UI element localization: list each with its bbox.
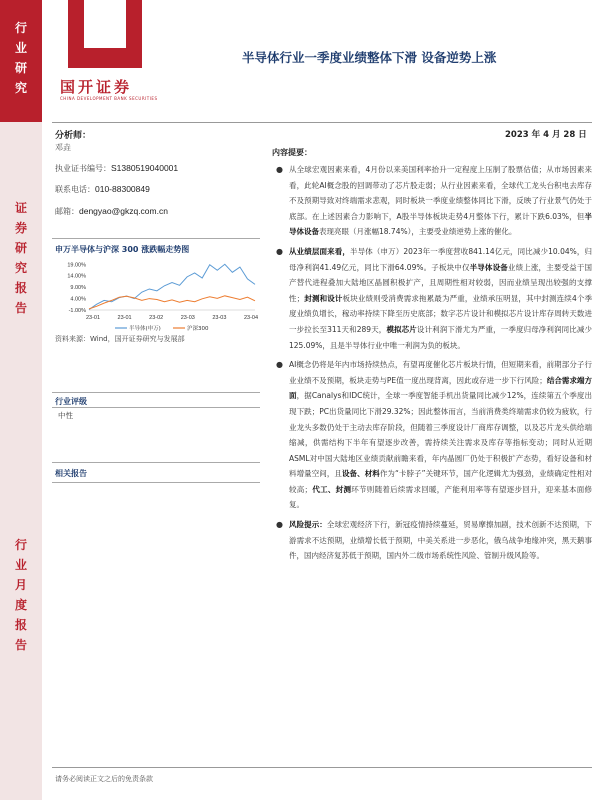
- sidebar-label-report: [0, 198, 42, 318]
- sidebar-char: 度: [14, 598, 27, 612]
- analyst-phone: [55, 184, 150, 195]
- series-line-1: [89, 296, 255, 309]
- chart-source: 资料来源：Wind，国开证券研究与发展部: [55, 335, 185, 343]
- sidebar-char: 报: [14, 281, 27, 295]
- bullet-icon: ●: [276, 360, 283, 370]
- x-tick-label: 23-01: [117, 315, 132, 321]
- x-tick-label: 23-03: [212, 315, 227, 321]
- cert-value: S1380519040001: [111, 163, 179, 173]
- chart-heading: 申万半导体与沪深 300 涨跌幅走势图: [55, 245, 190, 254]
- sidebar-char: 证: [14, 201, 27, 215]
- footer-divider: [52, 767, 592, 768]
- header-divider: [52, 122, 592, 123]
- report-date: 2023 年 4 月 28 日: [505, 130, 587, 140]
- sidebar-label-research: [0, 18, 42, 98]
- y-tick-label: 9.00%: [70, 285, 86, 292]
- summary-paragraph: [272, 162, 592, 240]
- sidebar-char: 报: [14, 618, 27, 632]
- line-chart: [55, 258, 260, 333]
- phone-value: 010-88300849: [95, 184, 150, 194]
- emphasis-text: 结合需求端方面: [289, 375, 593, 401]
- sidebar-char: 行: [14, 538, 27, 552]
- sidebar-label-monthly: [0, 535, 42, 655]
- body-text: 环节则随着后续需求回暖，产能利用率等有望逐步回升，迎来基本面修复。: [289, 484, 593, 510]
- sidebar-char: 告: [14, 638, 27, 652]
- analyst-name: 邓垚: [55, 143, 71, 152]
- sidebar-char: 行: [14, 21, 27, 35]
- sidebar-char: 券: [14, 221, 27, 235]
- x-tick-label: 23-04: [243, 315, 259, 321]
- related-heading: 相关报告: [55, 469, 87, 478]
- summary-body: [272, 162, 592, 568]
- bullet-icon: ●: [276, 165, 283, 174]
- summary-heading: 内容提要：: [272, 148, 312, 157]
- sidebar-char: 研: [14, 241, 27, 255]
- y-tick-label: 14.00%: [67, 273, 86, 280]
- analyst-cert: [55, 163, 178, 174]
- x-tick-label: 23-01: [85, 315, 101, 321]
- cert-label: 执业证书编号：: [55, 164, 111, 173]
- phone-label: 联系电话：: [55, 185, 95, 194]
- sidebar-char: 究: [14, 81, 27, 95]
- body-text: 板块业绩则受消费需求拖累最为严重，业绩承压明显，其中封测连续4个季度业绩负增长，稼动率持续下降至历史底部；数字芯片设计和模拟芯片设计库存周转天数进一步拉长至311天和289天，: [289, 293, 593, 334]
- emphasis-text: 封测和设计: [304, 293, 343, 303]
- analyst-heading: 分析师：: [55, 131, 92, 141]
- logo-subtitle: CHINA DEVELOPMENT BANK SECURITIES: [60, 96, 158, 101]
- bullet-icon: ●: [276, 246, 283, 256]
- body-text: 半导体（申万）2023年一季度营收841.14亿元，同比减少10.04%，归母净利润41.49亿元，同比下滑64.09%。子板块中仅: [289, 246, 592, 272]
- analyst-email: [55, 206, 168, 217]
- x-tick-label: 23-02: [149, 315, 164, 321]
- body-text: 作为“卡脖子”关键环节，国产化逻辑尤为强劲，业绩确定性相对较高；: [289, 469, 593, 494]
- related-top-rule: [52, 462, 260, 463]
- related-rule: [52, 482, 260, 483]
- rating-rule: [52, 407, 260, 408]
- sidebar-char: 业: [14, 41, 27, 55]
- email-value[interactable]: dengyao@gkzq.com.cn: [79, 206, 168, 216]
- sidebar-char: 究: [14, 261, 27, 275]
- series-line-0: [89, 264, 255, 309]
- document-title: 半导体行业一季度业绩整体下滑 设备逆势上涨: [242, 50, 497, 65]
- body-text: ，据Canalys和IDC统计，全球一季度智能手机出货量同比减少12%，连续第五个季度出现下跌；PC出货量同比下滑29.32%；因此整体而言，当前消费类终端需求仍较为疲软，行业龙头多数仍处于主动去库存阶段，但随着三季度设计厂商库存调整，以及芯片龙头供给端缩减，供需结构下半年有望逐步改善，需持续关注需求及库存等指标变动；同时从近期ASML对中国大陆地区业绩贡献前瞻来看，年内晶圆厂仍处于积极扩产态势，看好设备和材料增量空间，且: [289, 391, 592, 479]
- legend-label: 沪深300: [187, 326, 209, 332]
- bullet-icon: ●: [276, 520, 283, 530]
- sidebar-char: 月: [14, 578, 27, 592]
- logo-name: 国开证券: [60, 78, 133, 96]
- y-tick-label: -1.00%: [68, 308, 86, 314]
- body-text: AI概念仍将是年内市场持续热点，有望再度催化芯片板块行情，但短期来看，前期部分子行业业绩不及预期，板块走势与PE值一度出现背离，因此或存进一步下行风险；: [289, 360, 592, 385]
- rating-heading: 行业评级: [55, 397, 87, 406]
- rating-value: 中性: [58, 411, 73, 420]
- emphasis-text: 半导体设备: [469, 262, 508, 272]
- sidebar-char: 业: [14, 558, 27, 572]
- emphasis-text: 设备、材料: [341, 469, 380, 479]
- emphasis-text: 半导体设备: [289, 211, 592, 237]
- rating-top-rule: [52, 392, 260, 393]
- emphasis-text: 代工、封测: [312, 484, 352, 494]
- body-text: 业绩上涨，主要受益于国产替代进程叠加大陆地区晶圆积极扩产，且周期性相对较弱，因而业绩呈现出较强的支撑性；: [289, 262, 593, 303]
- summary-paragraph: [272, 357, 592, 513]
- y-tick-label: 19.00%: [67, 262, 86, 269]
- emphasis-text: 从业绩层面来看，: [289, 246, 351, 256]
- email-label: 邮箱：: [55, 207, 79, 216]
- summary-paragraph: [272, 517, 592, 564]
- y-tick-label: 4.00%: [70, 296, 86, 303]
- body-text: 表现亮眼（月涨幅18.74%），主要受业绩逆势上涨的催化。: [319, 227, 517, 237]
- emphasis-text: 风险提示：: [289, 520, 327, 530]
- sidebar-char: 研: [14, 61, 27, 75]
- chart-top-rule: [52, 238, 260, 239]
- logo-mark-inner: [84, 0, 126, 48]
- summary-paragraph: [272, 244, 592, 353]
- disclaimer-note: 请务必阅读正文之后的免责条款: [55, 775, 153, 783]
- body-text: 设计利润下滑尤为严重，一季度归母净利润同比减少125.09%，且是半导体行业中唯一利润为负的板块。: [289, 324, 593, 350]
- sidebar-char: 告: [14, 301, 27, 315]
- legend-label: 半导体(申万): [129, 326, 161, 332]
- x-tick-label: 23-03: [180, 315, 195, 321]
- body-text: 从全球宏观因素来看，4月份以来美国利率抬升一定程度上压制了股票估值；从市场因素来看，此轮AI概念股的回调带动了芯片股走弱；从行业因素来看，全球代工龙头台积电去库存不及预期导致对终端需求悲观，同时板块一季度业绩整体同比下滑，反映了行业景气仍处于底部。在上述因素合力影响下，A股半导体板块走势4月整体下行，累计下跌6.03%，但: [289, 165, 592, 221]
- emphasis-text: 模拟芯片: [386, 324, 417, 334]
- body-text: 全球宏观经济下行，新冠疫情持续蔓延，贸易摩擦加剧，技术创新不达预期，下游需求不达预期，业绩增长低于预期，中美关系进一步恶化，俄乌战争地缘冲突，黑天鹅事件，国内经济复苏低于预期，国内外二级市场系统性风险、管制升级风险等。: [289, 520, 593, 561]
